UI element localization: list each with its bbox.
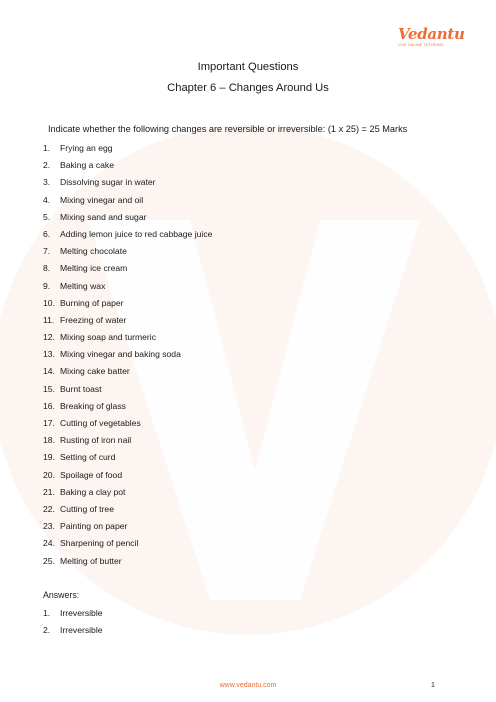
instruction-text: Indicate whether the following changes are reversible or irreversible: (1 x 25) = 25 Marks xyxy=(48,124,408,134)
question-item xyxy=(43,451,212,468)
question-item-number: 23. xyxy=(43,521,55,532)
footer-url: www.vedantu.com xyxy=(219,682,277,689)
question-item-text: Dissolving sugar in water xyxy=(60,177,156,188)
question-item xyxy=(43,194,212,211)
question-item-number: 11. xyxy=(43,314,55,325)
question-item-text: Mixing vinegar and baking soda xyxy=(60,349,181,360)
chapter-subtitle: Chapter 6 – Changes Around Us xyxy=(167,82,329,94)
question-item-number: 4. xyxy=(43,194,51,205)
question-item-number: 22. xyxy=(43,503,55,514)
question-item xyxy=(43,486,212,503)
question-item-number: 16. xyxy=(43,400,55,411)
question-item-number: 14. xyxy=(43,366,55,377)
question-item-text: Frying an egg xyxy=(60,143,113,153)
question-item xyxy=(43,520,212,537)
question-item-text: Mixing cake batter xyxy=(60,366,130,377)
question-item-number: 2. xyxy=(43,160,51,171)
question-item xyxy=(43,383,212,400)
question-item-number: 13. xyxy=(43,349,55,360)
question-item-number: 15. xyxy=(43,383,55,394)
question-item-number: 9. xyxy=(43,280,51,291)
question-item xyxy=(43,262,212,279)
question-item-text: Painting on paper xyxy=(60,521,128,532)
question-item xyxy=(43,176,212,193)
question-item-text: Mixing vinegar and oil xyxy=(60,194,144,205)
question-item-text: Cutting of tree xyxy=(60,503,114,514)
question-item xyxy=(43,297,212,314)
answer-item-number: 2. xyxy=(43,625,51,636)
question-item-text: Baking a cake xyxy=(60,160,114,171)
question-item-number: 19. xyxy=(43,452,55,463)
question-item xyxy=(43,348,212,365)
question-list xyxy=(43,142,212,572)
question-item xyxy=(43,417,212,434)
question-item xyxy=(43,142,212,159)
question-item-number: 5. xyxy=(43,211,51,222)
question-item-number: 18. xyxy=(43,435,55,446)
logo-tagline: LIVE ONLINE TUTORING xyxy=(398,43,444,47)
question-item-text: Cutting of vegetables xyxy=(60,418,141,428)
question-item-number: 6. xyxy=(43,228,51,239)
question-item-text: Breaking of glass xyxy=(60,400,126,411)
question-item xyxy=(43,331,212,348)
question-item xyxy=(43,228,212,245)
question-item xyxy=(43,245,212,262)
answer-item-text: Irreversible xyxy=(60,625,103,636)
question-item-text: Freezing of water xyxy=(60,314,127,325)
question-item-number: 1. xyxy=(43,143,51,153)
question-item-text: Melting chocolate xyxy=(60,246,127,257)
question-item-text: Burnt toast xyxy=(60,383,102,394)
answer-item xyxy=(43,624,103,641)
question-item-text: Rusting of iron nail xyxy=(60,435,132,446)
question-item-number: 24. xyxy=(43,538,55,549)
logo-wordmark: Vedantu xyxy=(398,25,465,43)
question-item-number: 3. xyxy=(43,177,51,188)
question-item xyxy=(43,211,212,228)
answer-item-number: 1. xyxy=(43,608,51,618)
question-item-text: Adding lemon juice to red cabbage juice xyxy=(60,228,213,239)
question-item xyxy=(43,503,212,520)
question-item-number: 21. xyxy=(43,486,55,497)
question-item-text: Setting of curd xyxy=(60,452,116,463)
page-title: Important Questions xyxy=(197,61,299,73)
answer-item-text: Irreversible xyxy=(60,608,103,618)
question-item-text: Burning of paper xyxy=(60,297,124,308)
question-item xyxy=(43,314,212,331)
question-item-text: Mixing sand and sugar xyxy=(60,211,147,222)
question-item-number: 8. xyxy=(43,263,51,274)
question-item xyxy=(43,469,212,486)
question-item xyxy=(43,555,212,572)
question-item-number: 17. xyxy=(43,418,55,428)
question-item xyxy=(43,280,212,297)
question-item-number: 12. xyxy=(43,332,55,343)
answer-list xyxy=(43,607,103,641)
question-item-text: Melting wax xyxy=(60,280,106,291)
page-number: 1 xyxy=(431,682,435,689)
answers-heading: Answers: xyxy=(43,590,80,600)
question-item-text: Mixing soap and turmeric xyxy=(60,332,157,343)
question-item-number: 20. xyxy=(43,469,55,480)
question-item-text: Melting of butter xyxy=(60,555,122,566)
question-item-number: 7. xyxy=(43,246,51,257)
answer-item xyxy=(43,607,103,624)
question-item xyxy=(43,159,212,176)
question-item xyxy=(43,537,212,554)
question-item-number: 10. xyxy=(43,297,55,308)
question-item xyxy=(43,365,212,382)
question-item-text: Sharpening of pencil xyxy=(60,538,139,549)
question-item xyxy=(43,400,212,417)
question-item-text: Baking a clay pot xyxy=(60,486,126,497)
question-item-number: 25. xyxy=(43,555,55,566)
question-item-text: Spoilage of food xyxy=(60,469,123,480)
question-item-text: Melting ice cream xyxy=(60,263,128,274)
question-item xyxy=(43,434,212,451)
vedantu-logo xyxy=(398,25,465,49)
